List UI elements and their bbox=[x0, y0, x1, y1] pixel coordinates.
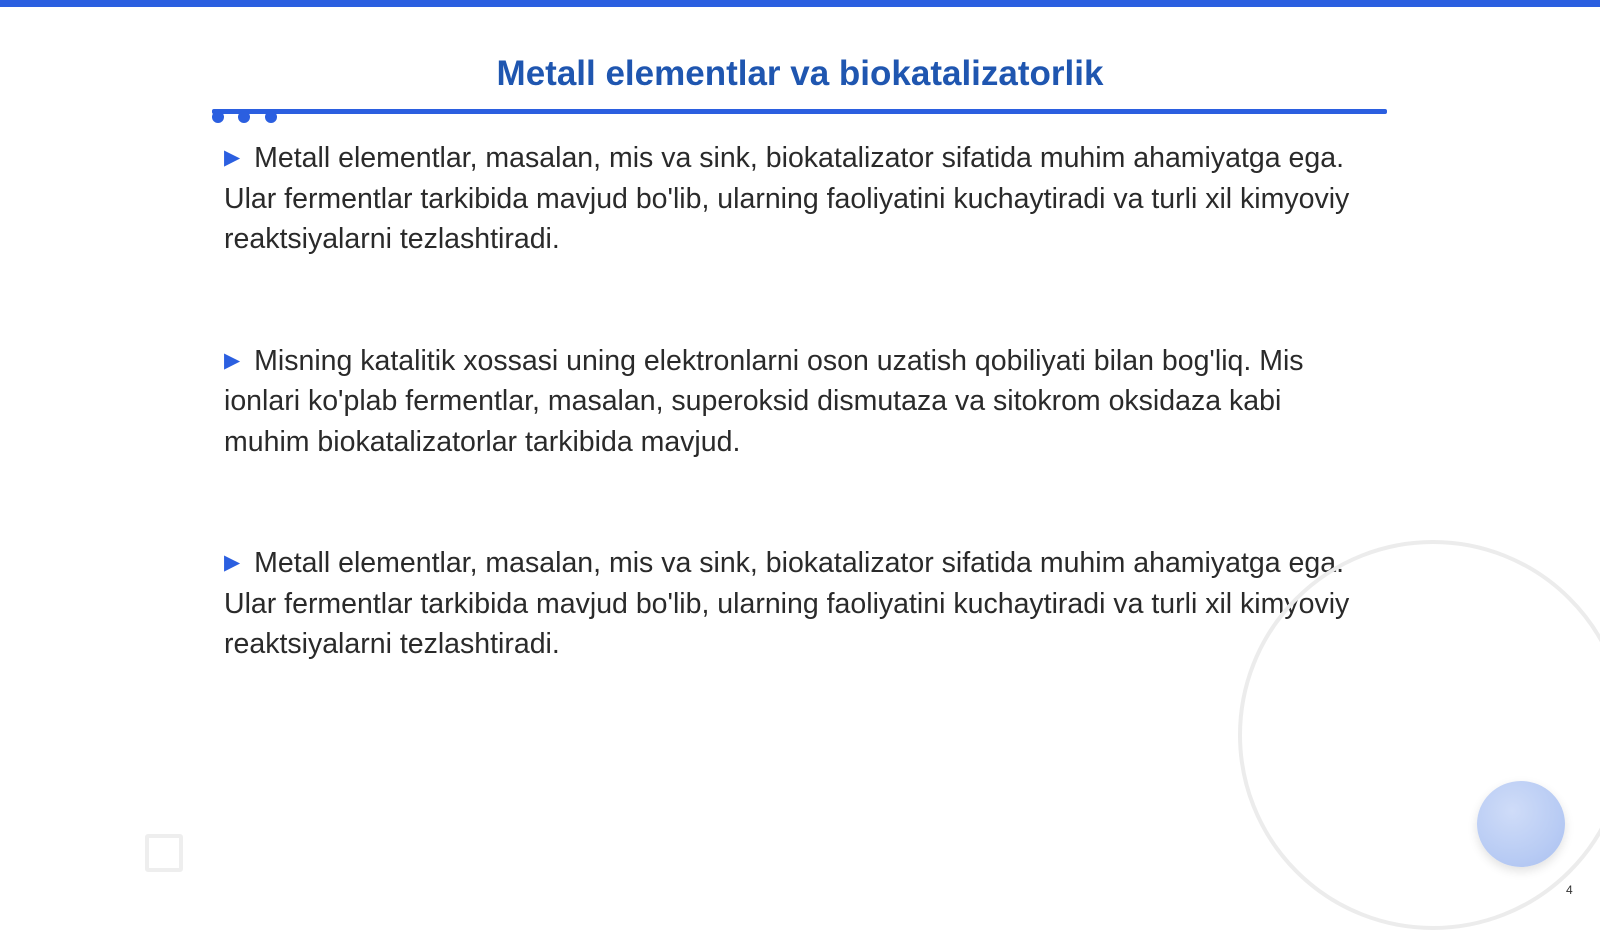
paragraph-text: Metall elementlar, masalan, mis va sink, biokatalizator sifatida muhim ahamiyatga ega. Ular fermentlar tarkibida mavjud bo'lib, ularning faoliyatini kuchaytiradi va turli xil kimyoviy reaktsiyalarni tezlashtiradi. bbox=[224, 142, 1350, 255]
paragraph-text: Misning katalitik xossasi uning elektronlarni oson uzatish qobiliyati bilan bog'liq. Mis ionlari ko'plab fermentlar, masalan, superoksid dismutaza va sitokrom oksidaza kabi muhim biokatalizatorlar tarkibida mavjud. bbox=[224, 344, 1304, 458]
triangle-right-icon: ▶ bbox=[224, 146, 241, 169]
bullet-paragraph bbox=[224, 543, 1374, 665]
triangle-right-icon: ▶ bbox=[224, 348, 241, 372]
bullet-paragraph bbox=[224, 341, 1374, 463]
paragraph-text: Metall elementlar, masalan, mis va sink, biokatalizator sifatida muhim ahamiyatga ega. Ular fermentlar tarkibida mavjud bo'lib, ularning faoliyatini kuchaytiradi va turli xil kimyoviy reaktsiyalarni tezlashtiradi. bbox=[224, 547, 1350, 660]
decorative-ring bbox=[1238, 540, 1600, 930]
top-accent-bar bbox=[0, 0, 1600, 7]
triangle-right-icon: ▶ bbox=[224, 551, 241, 574]
slide-title: Metall elementlar va biokatalizatorlik bbox=[496, 54, 1104, 93]
slide-body bbox=[224, 138, 1374, 746]
bullet-paragraph bbox=[224, 138, 1374, 260]
underline-dot bbox=[212, 111, 224, 123]
title-underline bbox=[212, 109, 1387, 114]
decorative-blob bbox=[1477, 781, 1565, 867]
page-number: 4 bbox=[1566, 883, 1573, 897]
decorative-square bbox=[145, 834, 183, 872]
underline-dot bbox=[265, 111, 277, 123]
underline-dot bbox=[238, 111, 250, 123]
